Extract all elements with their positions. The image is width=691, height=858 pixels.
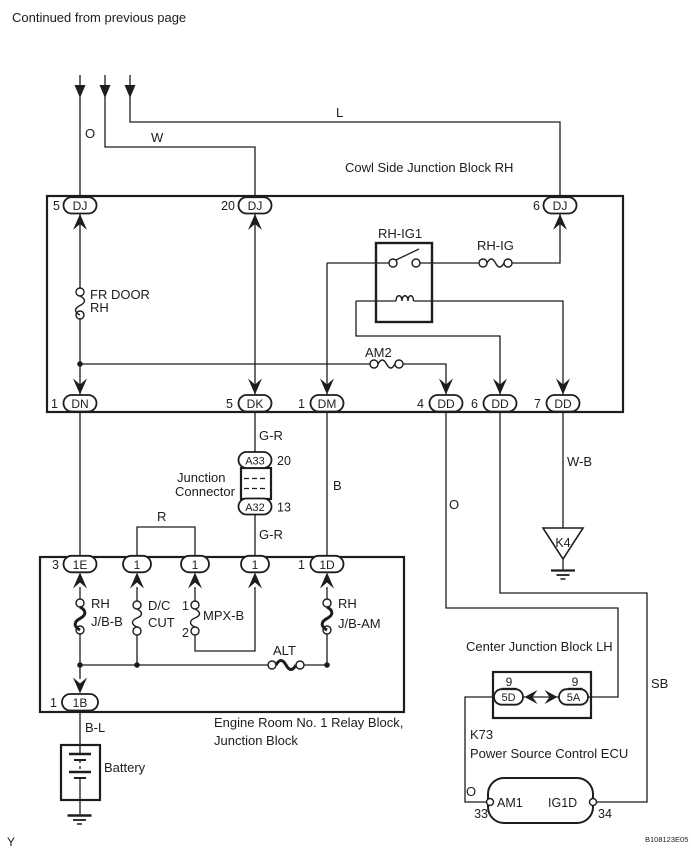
wire-label-l: L — [336, 105, 344, 120]
junction-connector-body — [241, 468, 271, 499]
rh-jbam-fusible-link — [322, 596, 381, 634]
flow-arrow-icon — [73, 573, 87, 589]
ecu-pin-34 — [590, 799, 597, 806]
flow-arrow-icon — [100, 85, 111, 98]
pin-number: 9 — [571, 675, 579, 689]
mpx-label: MPX-B — [203, 608, 245, 623]
connector-code: 1 — [191, 558, 199, 572]
junction-connector-label-1: Junction — [177, 470, 226, 485]
relay-outline — [376, 243, 432, 322]
dc-cut-fuse — [133, 598, 175, 635]
pin-number: 20 — [277, 454, 291, 468]
rh-ig-fuse — [477, 238, 514, 267]
ecu-code: K73 — [470, 727, 494, 742]
footer-page-mark: Y — [7, 835, 16, 849]
continued-note: Continued from previous page — [12, 10, 187, 25]
pin-number: 7 — [534, 397, 541, 411]
relay-coil — [396, 296, 414, 301]
pin-number: 5 — [53, 199, 60, 213]
pin-number: 6 — [533, 199, 540, 213]
mpx-pin-1: 1 — [182, 599, 189, 613]
battery-circuit — [61, 711, 146, 825]
ecu-name: Power Source Control ECU — [470, 746, 629, 761]
engine-block-label-2: Junction Block — [214, 733, 298, 748]
connector-code: DK — [246, 397, 264, 411]
engine-block-outline — [40, 557, 404, 712]
pin-number: 20 — [221, 199, 235, 213]
ground-icon — [551, 559, 575, 579]
ecu-pin-34-label: IG1D — [548, 796, 578, 810]
wire-label-r: R — [157, 509, 167, 524]
flow-arrow-icon — [248, 573, 262, 589]
ecu-pin-34-number: 34 — [598, 807, 612, 821]
connector-code: 5A — [566, 692, 581, 704]
wire-label-sb: SB — [651, 676, 669, 691]
connector-code: DD — [554, 397, 572, 411]
cowl-block-label: Cowl Side Junction Block RH — [345, 160, 514, 175]
ecu-pin-33-number: 33 — [474, 807, 488, 821]
connector-code: 5D — [501, 692, 516, 704]
engine-top-connectors — [52, 556, 343, 589]
cowl-block-outline — [47, 196, 623, 412]
pin-number: 4 — [417, 397, 424, 411]
k4-label: K4 — [555, 536, 571, 550]
pin-number: 1 — [298, 558, 305, 572]
connector-code: DJ — [552, 199, 568, 213]
connector-code: DN — [71, 397, 89, 411]
junction-connector-label-2: Connector — [175, 484, 235, 499]
flow-arrow-icon — [125, 85, 136, 98]
rh-jbb-fusible-link — [75, 596, 123, 634]
battery-symbol — [69, 745, 91, 800]
rh-jbb-label-1: RH — [91, 596, 110, 611]
fr-door-label-2: RH — [90, 300, 109, 315]
battery-label: Battery — [104, 760, 146, 775]
flow-arrow-icon — [130, 573, 144, 589]
rh-ig-label: RH-IG — [477, 238, 514, 253]
mpx-b-fuse — [182, 599, 244, 640]
pin-number: 6 — [471, 397, 478, 411]
connector-code: A32 — [245, 502, 265, 514]
flow-arrow-icon — [320, 573, 334, 589]
fr-door-rh-breaker — [76, 287, 150, 319]
cowl-side-junction-block — [47, 160, 623, 412]
ground-icon — [68, 800, 92, 824]
wire-label-o-mid: O — [449, 497, 460, 512]
rh-jbam-label-1: RH — [338, 596, 357, 611]
center-junction-label: Center Junction Block LH — [466, 639, 613, 654]
flow-arrow-icon — [188, 573, 202, 589]
power-source-control-ecu — [466, 727, 628, 823]
pin-number: 1 — [51, 397, 58, 411]
dc-cut-label-1: D/C — [148, 598, 171, 613]
wire-label-gr-lower: G-R — [259, 527, 283, 542]
pin-number: 13 — [277, 500, 291, 515]
r-jumper-wire — [137, 527, 195, 556]
ecu-pin-33 — [487, 799, 494, 806]
cowl-top-connectors — [53, 197, 576, 230]
connector-code: 1E — [72, 558, 88, 572]
alt-fusible-link — [268, 643, 304, 670]
connector-code: DD — [437, 397, 455, 411]
right-side-wiring — [446, 412, 668, 803]
pin-number: 1 — [50, 696, 57, 710]
wire-label-bl: B-L — [85, 720, 106, 735]
mpx-pin-2: 2 — [182, 626, 189, 640]
wire-label-gr-upper: G-R — [259, 428, 283, 443]
relay-label: RH-IG1 — [378, 226, 423, 241]
engine-block-label-1: Engine Room No. 1 Relay Block, — [214, 715, 404, 730]
connector-code: 1D — [319, 558, 335, 572]
connector-1b-group — [50, 678, 98, 711]
connector-code: DJ — [72, 199, 88, 213]
pin-number: 9 — [505, 675, 513, 689]
footer-document-code: B108123E05 — [645, 835, 689, 844]
connector-code: DD — [491, 397, 509, 411]
wire-label-o: O — [85, 126, 96, 141]
junction-connector — [175, 452, 291, 515]
wire-label-w: W — [151, 130, 164, 145]
ecu-pin-33-label: AM1 — [497, 796, 523, 810]
connector-code: 1 — [133, 558, 141, 572]
connector-code: 1B — [72, 696, 88, 710]
connector-code: A33 — [245, 455, 265, 468]
rh-ig1-relay — [376, 226, 432, 322]
wire-label-o-ecu: O — [466, 784, 477, 799]
connector-code: 1 — [251, 558, 259, 572]
pin-number: 5 — [226, 397, 233, 411]
pin-number: 3 — [52, 558, 59, 572]
rh-jbb-label-2: J/B-B — [91, 614, 123, 629]
flow-arrow-icon — [73, 678, 87, 694]
connector-code: DJ — [247, 199, 263, 213]
fr-door-label-1: FR DOOR — [90, 287, 150, 302]
incoming-wires — [75, 75, 561, 197]
am2-fuse — [365, 345, 403, 368]
wire-label-b: B — [333, 478, 342, 493]
pin-number: 1 — [298, 397, 305, 411]
flow-arrow-icon — [75, 85, 86, 98]
wire-label-wb: W-B — [567, 454, 593, 469]
alt-label: ALT — [273, 643, 296, 658]
am2-label: AM2 — [365, 345, 392, 360]
connector-code: DM — [317, 397, 337, 411]
k4-ground-point — [543, 528, 583, 579]
rh-jbam-label-2: J/B-AM — [338, 616, 381, 631]
engine-internal-wires — [77, 587, 330, 679]
dc-cut-label-2: CUT — [148, 615, 175, 630]
